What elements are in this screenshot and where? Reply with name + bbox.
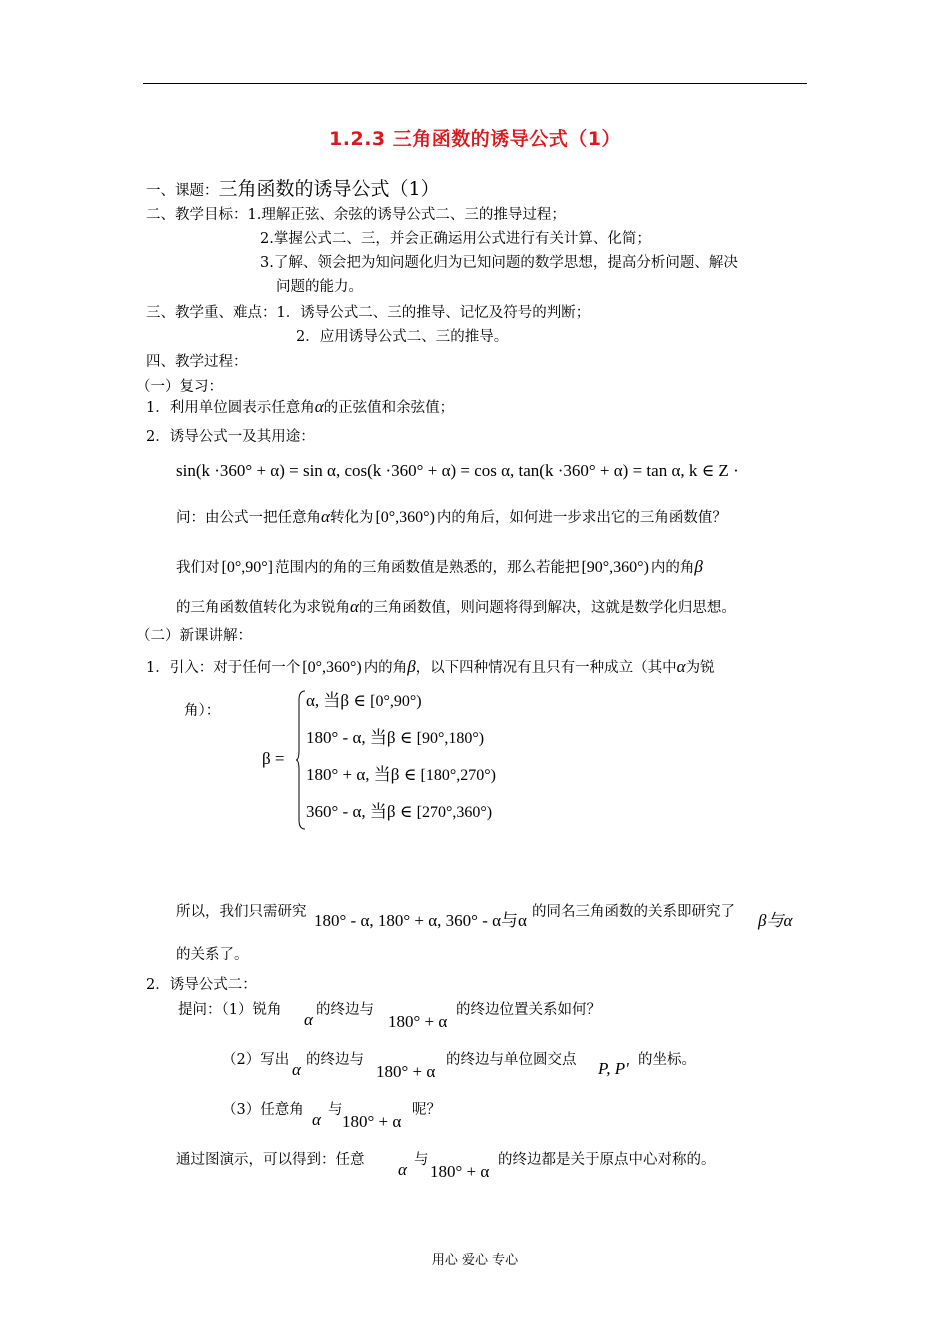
interval: [0°,360°) [375, 509, 435, 526]
ask-line-1: 提问：（1）锐角 [178, 1002, 282, 1018]
formula-two-heading: 2．诱导公式二： [146, 977, 257, 993]
case-row: 360° - α, 当β ∈ [270°,360°) [306, 802, 493, 821]
section-label: 二、教学目标： [146, 207, 248, 223]
review-item-2: 2．诱导公式一及其用途： [146, 429, 315, 445]
alpha-symbol: α [314, 397, 324, 416]
review-heading: （一）复习： [136, 379, 223, 395]
page-footer: 用心 爱心 专心 [431, 1253, 519, 1268]
goal-1: 1.理解正弦、余弦的诱导公式二、三的推导过程； [247, 207, 566, 223]
paragraph-line-1: 我们对 [0°,90°] 范围内的角的三角函数值是熟悉的，那么若能把 [90°,360°) 内的角β [176, 557, 703, 576]
so-line-middle: 的同名三角函数的关系即研究了 [532, 904, 735, 920]
expr-180-plus-alpha: 180° + α [342, 1112, 402, 1131]
beta-symbol: β [694, 557, 703, 576]
interval: [90°,360°) [581, 559, 649, 576]
question-line: 问：由公式一把任意角α转化为 [0°,360°) 内的角后，如何进一步求出它的三角函数值？ [176, 507, 727, 526]
page-title: 1.2.3 三角函数的诱导公式（1） [329, 128, 621, 150]
keypoint-2: 2．应用诱导公式二、三的推导。 [296, 329, 509, 345]
points-p-p: P, P' [598, 1059, 629, 1078]
paragraph-line-2: 的三角函数值转化为求锐角α的三角函数值，则问题将得到解决，这就是数学化归思想。 [176, 597, 736, 616]
case-row: 180° - α, 当β ∈ [90°,180°) [306, 728, 485, 747]
intro-line: 1．引入：对于任何一个 [0°,360°) 内的角β，以下四种情况有且只有一种成立（其中α为锐 [146, 657, 715, 676]
beta-and-alpha: β与α [758, 911, 793, 930]
interval: [0°,360°) [302, 659, 362, 676]
keypoint-1: 1．诱导公式二、三的推导、记忆及符号的判断； [276, 305, 591, 321]
so-line-end: 的关系了。 [176, 947, 249, 963]
interval: [270°,360°) [416, 804, 493, 821]
review-item-1: 1．利用单位圆表示任意角α的正弦值和余弦值； [146, 397, 455, 416]
interval: [0°,90°) [370, 693, 422, 710]
conclusion-line: 通过图演示，可以得到：任意 [176, 1152, 365, 1168]
interval: [90°,180°) [416, 730, 485, 747]
case-row: 180° + α, 当β ∈ [180°,270°) [306, 765, 496, 784]
case-row: α, 当β ∈ [0°,90°) [306, 691, 422, 710]
section-topic [146, 180, 440, 200]
ask-line-3: （3）任意角 [222, 1102, 304, 1118]
formula-one: sin(k ·360° + α) = sin α, cos(k ·360° + α) = cos α, tan(k ·360° + α) = tan α, k ∈ Z · [176, 461, 739, 480]
expr-180-plus-alpha: 180° + α [388, 1012, 448, 1031]
interval: [0°,90°] [221, 559, 273, 576]
section-goals [146, 206, 566, 224]
goal-2: 2.掌握公式二、三，并会正确运用公式进行有关计算、化简； [260, 231, 651, 247]
expr-180-plus-alpha: 180° + α [376, 1062, 436, 1081]
so-expression: 180° - α, 180° + α, 360° - α与α [314, 911, 527, 930]
new-lesson-heading: （二）新课讲解： [136, 628, 252, 644]
so-line: 所以，我们只需研究 [176, 904, 307, 920]
interval: [180°,270°) [420, 767, 496, 784]
beta-equals: β = [262, 749, 285, 768]
goal-3-cont: 问题的能力。 [276, 279, 363, 295]
header-rule [143, 83, 807, 84]
section-keypoints [146, 304, 590, 322]
intro-line-cont: 角）： [184, 703, 221, 719]
goal-3: 3.了解、领会把为知问题化归为已知问题的数学思想，提高分析问题、解决 [260, 255, 738, 271]
section-process: 四、教学过程： [146, 354, 248, 370]
piecewise-brace [296, 690, 306, 830]
section-label: 三、教学重、难点： [146, 305, 277, 321]
section-label: 一、课题： [146, 183, 219, 199]
expr-180-plus-alpha: 180° + α [430, 1162, 490, 1181]
topic-value: 三角函数的诱导公式（1） [218, 178, 440, 200]
ask-line-2: （2）写出 [222, 1052, 290, 1068]
